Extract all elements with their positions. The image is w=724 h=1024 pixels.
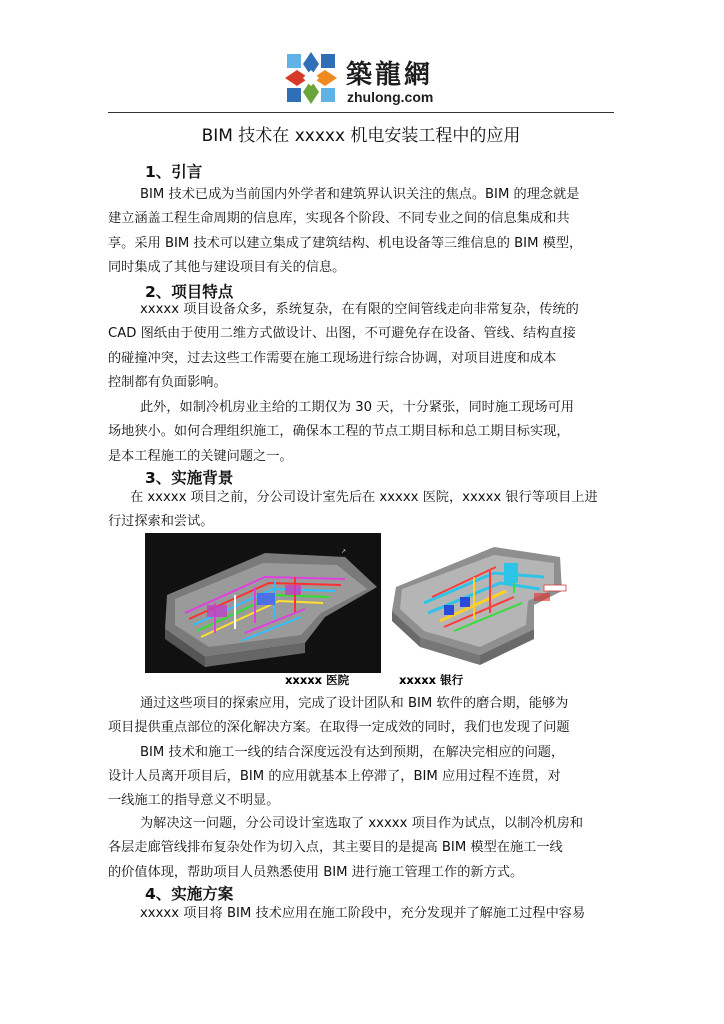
section-1-heading: 1、引言 <box>145 163 203 181</box>
text-line: 此外，如制冷机房业主给的工期仅为 30 天，十分紧张，同时施工现场可用 <box>140 400 574 415</box>
text-line: 的碰撞冲突，过去这些工作需要在施工现场进行综合协调，对项目进度和成本 <box>108 350 557 366</box>
text-line: 通过这些项目的探索应用，完成了设计团队和 BIM 软件的磨合期，能够为 <box>140 696 569 711</box>
section-2-heading: 2、项目特点 <box>145 283 234 301</box>
text-line: 一线施工的指导意义不明显。 <box>108 793 280 809</box>
hospital-bim-model-figure <box>145 533 381 673</box>
text-line: 场地狭小。如何合理组织施工，确保本工程的节点工期目标和总工期目标实现， <box>108 424 570 440</box>
section-4-paragraph <box>108 902 616 926</box>
text-line: 在 xxxxx 项目之前，分公司设计室先后在 xxxxx 医院，xxxxx 银行等项目上进 <box>130 490 598 505</box>
text-line: 项目提供重点部位的深化解决方案。在取得一定成效的同时，我们也发现了问题 <box>108 720 570 736</box>
text-line: 行过探索和尝试。 <box>108 514 214 530</box>
text-line: BIM 技术已成为当前国内外学者和建筑界认识关注的焦点。BIM 的理念就是 <box>140 187 580 202</box>
figure-caption-hospital: xxxxx 医院 <box>285 673 350 687</box>
section-2-paragraph-1 <box>108 298 616 395</box>
text-line: xxxxx 项目设备众多，系统复杂，在有限的空间管线走向非常复杂，传统的 <box>140 302 579 317</box>
section-3-paragraph-2 <box>108 692 616 813</box>
document-title: BIM 技术在 xxxxx 机电安装工程中的应用 <box>201 126 521 146</box>
text-line: xxxxx 项目将 BIM 技术应用在施工阶段中，充分发现并了解施工过程中容易 <box>140 906 586 921</box>
text-line: 设计人员离开项目后，BIM 的应用就基本上停滞了，BIM 应用过程不连贯，对 <box>108 768 561 784</box>
text-line: 为解决这一问题，分公司设计室选取了 xxxxx 项目作为试点，以制冷机房和 <box>140 816 584 831</box>
site-header <box>0 38 724 110</box>
zhulong-logo-icon <box>283 50 339 106</box>
section-4-heading: 4、实施方案 <box>145 885 234 903</box>
text-line: CAD 图纸由于使用二维方式做设计、出图，不可避免存在设备、管线、结构直接 <box>108 326 576 342</box>
section-3-paragraph-3 <box>108 812 616 885</box>
text-line: 是本工程施工的关键问题之一。 <box>108 448 293 464</box>
section-2-paragraph-2 <box>108 396 616 469</box>
text-line: 同时集成了其他与建设项目有关的信息。 <box>108 259 346 275</box>
section-3-paragraph-1 <box>108 486 616 535</box>
logo-domain-text: zhulong.com <box>347 89 434 105</box>
section-3-heading: 3、实施背景 <box>145 469 234 487</box>
bank-bim-model-figure <box>384 533 580 673</box>
header-divider <box>108 112 614 113</box>
figure-caption-bank: xxxxx 银行 <box>399 673 464 687</box>
text-line: 建立涵盖工程生命周期的信息库，实现各个阶段、不同专业之间的信息集成和共 <box>108 211 570 227</box>
logo-chinese-text: 築龍網 <box>346 60 434 90</box>
text-line: 的价值体现，帮助项目人员熟悉使用 BIM 进行施工管理工作的新方式。 <box>108 864 524 880</box>
text-line: BIM 技术和施工一线的结合深度远没有达到预期，在解决完相应的问题， <box>140 744 565 760</box>
text-line: 各层走廊管线排布复杂处作为切入点，其主要目的是提高 BIM 模型在施工一线 <box>108 840 563 856</box>
text-line: 控制都有负面影响。 <box>108 374 227 390</box>
text-line: 享。采用 BIM 技术可以建立集成了建筑结构、机电设备等三维信息的 BIM 模型， <box>108 235 583 251</box>
svg-text:↗: ↗ <box>341 549 347 555</box>
section-1-paragraph <box>108 183 616 280</box>
